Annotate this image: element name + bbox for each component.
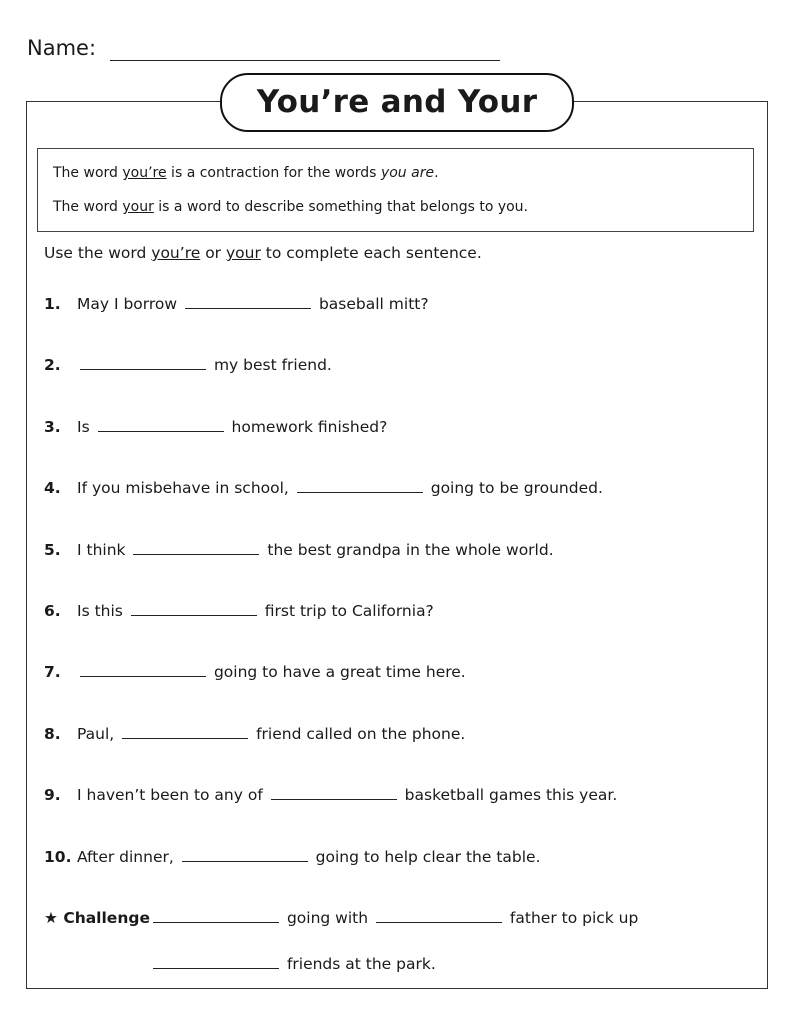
question-number: 8. [44,724,61,743]
name-label: Name: [27,36,97,60]
question-text-after: the best grandpa in the whole world. [267,540,554,559]
term-youre: you’re [122,165,167,181]
challenge-line-2 [150,954,436,973]
question-1 [44,294,429,313]
question-text-before: May I borrow [77,295,178,313]
question-text-after: homework finished? [231,417,388,436]
question-10 [44,847,541,866]
text: friends at the park. [286,955,436,973]
challenge-label [44,909,150,927]
term-you-are: you are [380,165,435,181]
info-line-1 [53,165,439,181]
text: is a contraction for the words [166,165,381,181]
question-text-before: I haven’t been to any of [77,786,263,805]
term-youre: you’re [151,244,201,262]
star-icon: ★ [44,909,58,927]
question-number: 3. [44,417,61,436]
question-text-after: friend called on the phone. [256,724,466,743]
question-6 [44,601,434,620]
answer-blank[interactable] [153,908,279,923]
info-box [37,148,754,232]
question-number: 5. [44,540,61,559]
question-5 [44,540,554,559]
question-text-after: baseball mitt? [318,295,429,313]
name-input-line[interactable] [110,60,500,61]
answer-blank[interactable] [133,540,259,555]
text: The word [53,165,123,181]
question-number: 4. [44,479,61,498]
answer-blank[interactable] [80,662,206,677]
answer-blank[interactable] [185,294,311,309]
answer-blank[interactable] [131,601,257,616]
question-2 [44,355,332,374]
question-text-before: If you misbehave in school, [77,479,289,498]
term-your: your [122,199,154,215]
question-number: 10. [44,847,72,866]
question-8 [44,724,465,743]
question-text-after: going to be grounded. [430,479,603,498]
question-text-after: going to help clear the table. [315,847,541,866]
page-title: You’re and Your [220,73,574,132]
text: or [200,244,226,262]
question-number: 7. [44,663,61,682]
question-text-before: Is [77,417,90,436]
text: The word [53,199,123,215]
text: is a word to describe something that belongs to you. [153,199,529,215]
question-3 [44,417,387,436]
info-line-2 [53,199,528,215]
instructions [44,244,482,262]
answer-blank[interactable] [122,724,248,739]
challenge-line-1 [44,908,638,927]
answer-blank[interactable] [80,355,206,370]
question-text-before: After dinner, [77,847,174,866]
answer-blank[interactable] [376,908,502,923]
answer-blank[interactable] [153,954,279,969]
question-text-after: going to have a great time here. [213,663,466,682]
question-number: 1. [44,295,61,313]
question-text-after: first trip to California? [264,602,434,620]
question-text-before: I think [77,540,126,559]
answer-blank[interactable] [271,785,397,800]
question-number: 6. [44,602,61,620]
term-your: your [225,244,261,262]
question-text-before: Paul, [77,724,115,743]
question-number: 2. [44,356,61,375]
text: father to pick up [509,909,639,927]
answer-blank[interactable] [297,478,423,493]
question-number: 9. [44,786,61,805]
question-9 [44,785,617,804]
text: . [434,165,439,181]
answer-blank[interactable] [98,417,224,432]
answer-blank[interactable] [182,847,308,862]
question-text-after: basketball games this year. [404,786,618,805]
question-text-after: my best friend. [213,356,332,375]
question-7 [44,662,466,681]
text: to complete each sentence. [260,244,482,262]
question-4 [44,478,603,497]
text: going with [286,909,369,927]
text: Use the word [44,244,152,262]
question-text-before: Is this [77,602,123,620]
challenge-text: Challenge [63,909,150,927]
